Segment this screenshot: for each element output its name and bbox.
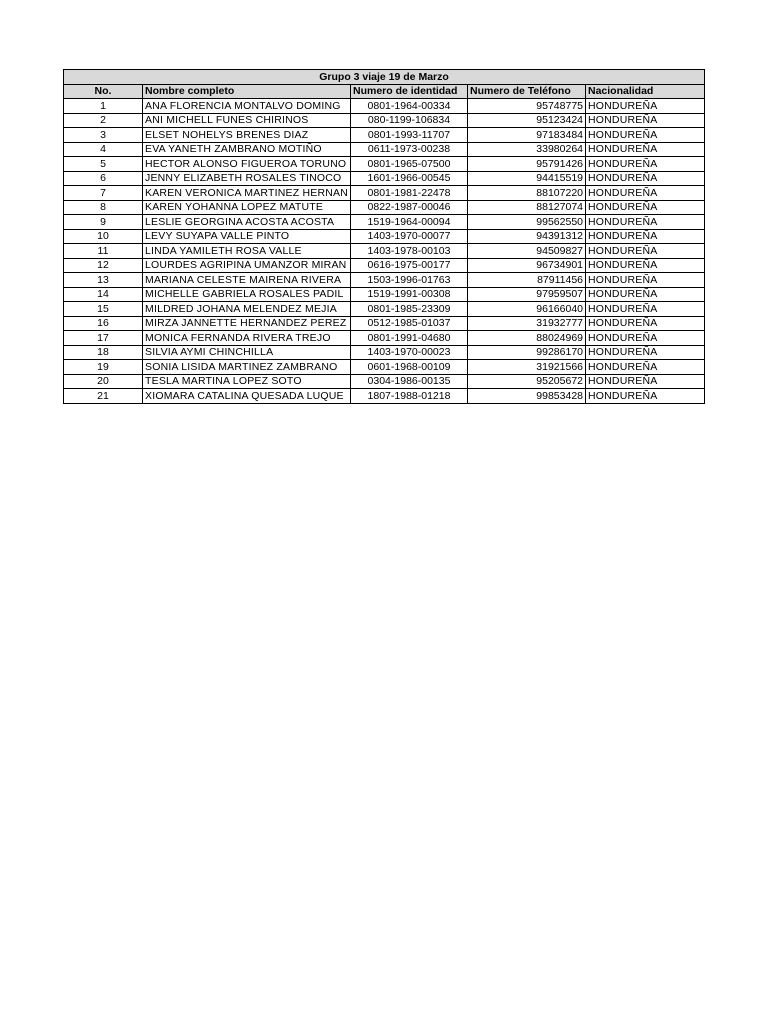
cell-phone[interactable]: 97183484 — [468, 128, 586, 143]
cell-no[interactable]: 18 — [64, 345, 143, 360]
cell-phone[interactable]: 33980264 — [468, 142, 586, 157]
cell-name[interactable]: MICHELLE GABRIELA ROSALES PADIL — [143, 287, 351, 302]
table-row — [64, 128, 705, 143]
cell-no[interactable]: 15 — [64, 302, 143, 317]
cell-id[interactable]: 1601-1966-00545 — [351, 171, 468, 186]
cell-name[interactable]: ANA FLORENCIA MONTALVO DOMING — [143, 99, 351, 114]
header-phone[interactable]: Numero de Teléfono — [468, 84, 586, 99]
cell-phone[interactable]: 99853428 — [468, 389, 586, 404]
cell-id[interactable]: 1403-1970-00077 — [351, 229, 468, 244]
cell-no[interactable]: 1 — [64, 99, 143, 114]
header-name[interactable]: Nombre completo — [143, 84, 351, 99]
table-row — [64, 345, 705, 360]
table-row — [64, 258, 705, 273]
cell-nationality[interactable]: HONDUREÑA — [586, 99, 705, 114]
cell-nationality[interactable]: HONDUREÑA — [586, 389, 705, 404]
cell-name[interactable]: MIRZA JANNETTE HERNANDEZ PEREZ — [143, 316, 351, 331]
cell-name[interactable]: SONIA LISIDA MARTINEZ ZAMBRANO — [143, 360, 351, 375]
cell-nationality[interactable]: HONDUREÑA — [586, 171, 705, 186]
table-row — [64, 374, 705, 389]
cell-nationality[interactable]: HONDUREÑA — [586, 157, 705, 172]
header-nationality[interactable]: Nacionalidad — [586, 84, 705, 99]
cell-nationality[interactable]: HONDUREÑA — [586, 316, 705, 331]
table-row — [64, 171, 705, 186]
table-row — [64, 186, 705, 201]
cell-id[interactable]: 1503-1996-01763 — [351, 273, 468, 288]
spreadsheet-sheet — [63, 69, 705, 404]
cell-no[interactable]: 14 — [64, 287, 143, 302]
cell-nationality[interactable]: HONDUREÑA — [586, 345, 705, 360]
table-row — [64, 287, 705, 302]
header-id[interactable]: Numero de identidad — [351, 84, 468, 99]
cell-nationality[interactable]: HONDUREÑA — [586, 229, 705, 244]
table-row — [64, 273, 705, 288]
cell-nationality[interactable]: HONDUREÑA — [586, 302, 705, 317]
cell-id[interactable]: 0512-1985-01037 — [351, 316, 468, 331]
cell-phone[interactable]: 87911456 — [468, 273, 586, 288]
cell-id[interactable]: 1519-1964-00094 — [351, 215, 468, 230]
cell-nationality[interactable]: HONDUREÑA — [586, 215, 705, 230]
cell-no[interactable]: 9 — [64, 215, 143, 230]
cell-id[interactable]: 1807-1988-01218 — [351, 389, 468, 404]
table-row — [64, 157, 705, 172]
cell-name[interactable]: MARIANA CELESTE MAIRENA RIVERA — [143, 273, 351, 288]
cell-phone[interactable]: 96734901 — [468, 258, 586, 273]
cell-phone[interactable]: 94415519 — [468, 171, 586, 186]
cell-phone[interactable]: 99562550 — [468, 215, 586, 230]
cell-phone[interactable]: 94509827 — [468, 244, 586, 259]
cell-no[interactable]: 5 — [64, 157, 143, 172]
cell-phone[interactable]: 94391312 — [468, 229, 586, 244]
cell-nationality[interactable]: HONDUREÑA — [586, 360, 705, 375]
cell-name[interactable]: ELSET NOHELYS BRENES DIAZ — [143, 128, 351, 143]
table-row — [64, 302, 705, 317]
cell-no[interactable]: 17 — [64, 331, 143, 346]
cell-id[interactable]: 1403-1978-00103 — [351, 244, 468, 259]
header-no[interactable]: No. — [64, 84, 143, 99]
cell-nationality[interactable]: HONDUREÑA — [586, 244, 705, 259]
table-row — [64, 389, 705, 404]
cell-id[interactable]: 0801-1964-00334 — [351, 99, 468, 114]
roster-table — [63, 69, 705, 404]
cell-phone[interactable]: 88127074 — [468, 200, 586, 215]
cell-no[interactable]: 10 — [64, 229, 143, 244]
cell-phone[interactable]: 96166040 — [468, 302, 586, 317]
cell-no[interactable]: 12 — [64, 258, 143, 273]
cell-id[interactable]: 0801-1993-11707 — [351, 128, 468, 143]
cell-phone[interactable]: 88024969 — [468, 331, 586, 346]
cell-nationality[interactable]: HONDUREÑA — [586, 287, 705, 302]
cell-phone[interactable]: 95791426 — [468, 157, 586, 172]
table-row — [64, 99, 705, 114]
cell-nationality[interactable]: HONDUREÑA — [586, 273, 705, 288]
cell-no[interactable]: 16 — [64, 316, 143, 331]
cell-name[interactable]: LOURDES AGRIPINA UMANZOR MIRAN — [143, 258, 351, 273]
cell-id[interactable]: 0601-1968-00109 — [351, 360, 468, 375]
cell-id[interactable]: 0616-1975-00177 — [351, 258, 468, 273]
cell-id[interactable]: 1403-1970-00023 — [351, 345, 468, 360]
cell-name[interactable]: KAREN VERONICA MARTINEZ HERNAN — [143, 186, 351, 201]
cell-phone[interactable]: 95748775 — [468, 99, 586, 114]
cell-name[interactable]: LINDA YAMILETH ROSA VALLE — [143, 244, 351, 259]
cell-no[interactable]: 4 — [64, 142, 143, 157]
table-row — [64, 113, 705, 128]
table-title[interactable]: Grupo 3 viaje 19 de Marzo — [64, 70, 705, 85]
table-row — [64, 200, 705, 215]
cell-nationality[interactable]: HONDUREÑA — [586, 113, 705, 128]
table-row — [64, 215, 705, 230]
header-row — [64, 84, 705, 99]
cell-name[interactable]: KAREN YOHANNA LOPEZ MATUTE — [143, 200, 351, 215]
cell-no[interactable]: 11 — [64, 244, 143, 259]
cell-name[interactable]: HECTOR ALONSO FIGUEROA TORUNO — [143, 157, 351, 172]
cell-nationality[interactable]: HONDUREÑA — [586, 142, 705, 157]
cell-name[interactable]: SILVIA AYMI CHINCHILLA — [143, 345, 351, 360]
cell-nationality[interactable]: HONDUREÑA — [586, 200, 705, 215]
cell-name[interactable]: EVA YANETH ZAMBRANO MOTIÑO — [143, 142, 351, 157]
cell-no[interactable]: 21 — [64, 389, 143, 404]
cell-nationality[interactable]: HONDUREÑA — [586, 258, 705, 273]
cell-id[interactable]: 0304-1986-00135 — [351, 374, 468, 389]
cell-id[interactable]: 0801-1981-22478 — [351, 186, 468, 201]
cell-no[interactable]: 20 — [64, 374, 143, 389]
cell-phone[interactable]: 31921566 — [468, 360, 586, 375]
cell-name[interactable]: LEVY SUYAPA VALLE PINTO — [143, 229, 351, 244]
cell-name[interactable]: MONICA FERNANDA RIVERA TREJO — [143, 331, 351, 346]
cell-phone[interactable]: 97959507 — [468, 287, 586, 302]
title-row — [64, 70, 705, 85]
table-body — [64, 99, 705, 404]
table-row — [64, 142, 705, 157]
cell-id[interactable]: 1519-1991-00308 — [351, 287, 468, 302]
cell-phone[interactable]: 95205672 — [468, 374, 586, 389]
cell-id[interactable]: 0801-1985-23309 — [351, 302, 468, 317]
cell-id[interactable]: 080-1199-106834 — [351, 113, 468, 128]
cell-id[interactable]: 0611-1973-00238 — [351, 142, 468, 157]
cell-name[interactable]: ANI MICHELL FUNES CHIRINOS — [143, 113, 351, 128]
cell-name[interactable]: MILDRED JOHANA MELENDEZ MEJIA — [143, 302, 351, 317]
cell-no[interactable]: 2 — [64, 113, 143, 128]
cell-name[interactable]: LESLIE GEORGINA ACOSTA ACOSTA — [143, 215, 351, 230]
cell-no[interactable]: 7 — [64, 186, 143, 201]
table-row — [64, 316, 705, 331]
cell-phone[interactable]: 99286170 — [468, 345, 586, 360]
cell-no[interactable]: 6 — [64, 171, 143, 186]
cell-id[interactable]: 0801-1991-04680 — [351, 331, 468, 346]
table-row — [64, 244, 705, 259]
cell-nationality[interactable]: HONDUREÑA — [586, 374, 705, 389]
cell-name[interactable]: JENNY ELIZABETH ROSALES TINOCO — [143, 171, 351, 186]
cell-name[interactable]: XIOMARA CATALINA QUESADA LUQUE — [143, 389, 351, 404]
cell-name[interactable]: TESLA MARTINA LOPEZ SOTO — [143, 374, 351, 389]
cell-no[interactable]: 3 — [64, 128, 143, 143]
cell-nationality[interactable]: HONDUREÑA — [586, 331, 705, 346]
cell-nationality[interactable]: HONDUREÑA — [586, 128, 705, 143]
cell-phone[interactable]: 31932777 — [468, 316, 586, 331]
cell-id[interactable]: 0822-1987-00046 — [351, 200, 468, 215]
cell-no[interactable]: 13 — [64, 273, 143, 288]
cell-nationality[interactable]: HONDUREÑA — [586, 186, 705, 201]
cell-phone[interactable]: 95123424 — [468, 113, 586, 128]
table-row — [64, 229, 705, 244]
table-row — [64, 331, 705, 346]
cell-no[interactable]: 19 — [64, 360, 143, 375]
table-row — [64, 360, 705, 375]
cell-no[interactable]: 8 — [64, 200, 143, 215]
cell-id[interactable]: 0801-1965-07500 — [351, 157, 468, 172]
cell-phone[interactable]: 88107220 — [468, 186, 586, 201]
